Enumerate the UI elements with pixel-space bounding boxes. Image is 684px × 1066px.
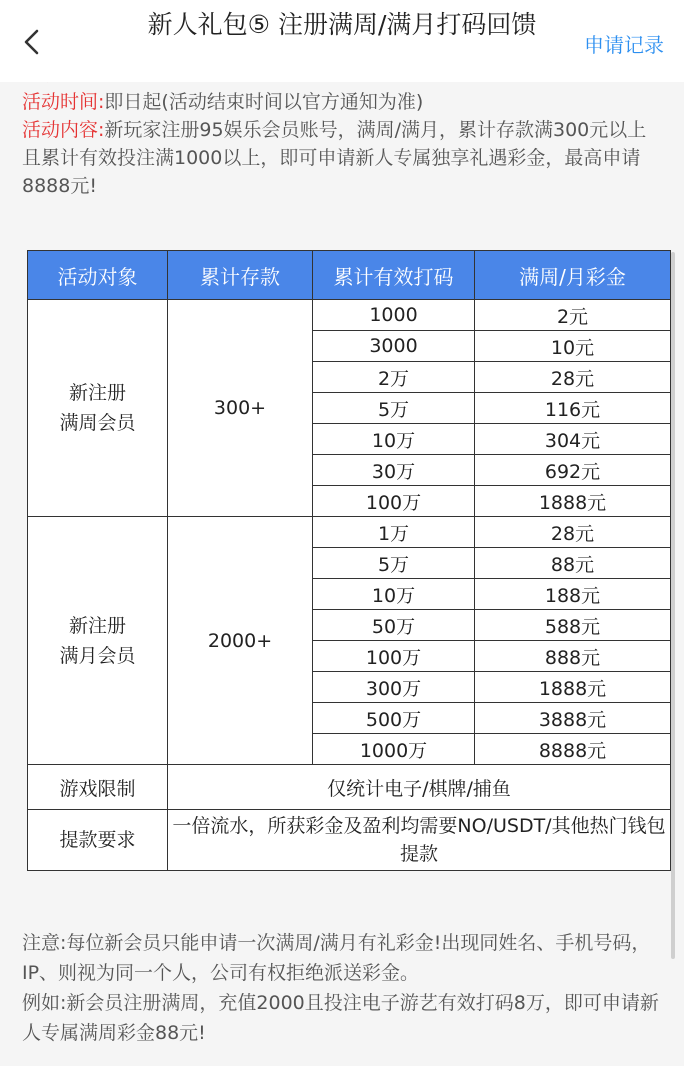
- bet-cell: 300万: [313, 672, 475, 703]
- intro-content-label: 活动内容:: [22, 119, 105, 141]
- game-limit-value: 仅统计电子/棋牌/捕鱼: [168, 765, 671, 810]
- withdraw-value: 一倍流水，所获彩金及盈利均需要NO/USDT/其他热门钱包提款: [168, 810, 671, 871]
- promo-table: [27, 250, 671, 871]
- bet-cell: 3000: [313, 331, 475, 362]
- intro-time-value: 即日起(活动结束时间以官方通知为准): [104, 91, 424, 113]
- bet-cell: 100万: [313, 641, 475, 672]
- bonus-cell: 2元: [475, 300, 671, 331]
- bonus-cell: 304元: [475, 424, 671, 455]
- intro-content-line: [22, 116, 660, 200]
- bet-cell: 500万: [313, 703, 475, 734]
- intro-time-label: 活动时间:: [22, 91, 105, 113]
- bonus-cell: 10元: [475, 331, 671, 362]
- back-button[interactable]: [16, 26, 48, 58]
- bet-cell: 1万: [313, 517, 475, 548]
- bet-cell: 30万: [313, 455, 475, 486]
- bonus-cell: 8888元: [475, 734, 671, 765]
- bet-cell: 5万: [313, 393, 475, 424]
- table-row: [28, 300, 671, 331]
- table-body: [28, 300, 671, 871]
- withdraw-row: [28, 810, 671, 871]
- chevron-left-icon: [22, 28, 42, 56]
- page-title: 新人礼包⑤ 注册满周/满月打码回馈: [147, 10, 537, 39]
- deposit-cell: 2000+: [168, 517, 313, 765]
- header-target: 活动对象: [28, 251, 168, 300]
- intro-content-value: 新玩家注册95娱乐会员账号，满周/满月，累计存款满300元以上且累计有效投注满1000以上，即可申请新人专属独享礼遇彩金，最高申请8888元!: [22, 119, 647, 197]
- header-bar: [0, 0, 684, 82]
- game-limit-label: 游戏限制: [28, 765, 168, 810]
- note-1: 注意:每位新会员只能申请一次满周/满月有礼彩金!出现同姓名、手机号码，IP、则视为同一个人，公司有权拒绝派送彩金。: [22, 932, 651, 984]
- bet-cell: 5万: [313, 548, 475, 579]
- bet-cell: 1000万: [313, 734, 475, 765]
- notes-section: [22, 928, 662, 1048]
- bonus-cell: 88元: [475, 548, 671, 579]
- bonus-cell: 188元: [475, 579, 671, 610]
- header-bonus: 满周/月彩金: [475, 251, 671, 300]
- header-bet: 累计有效打码: [313, 251, 475, 300]
- target-cell: 新注册 满月会员: [28, 517, 168, 765]
- intro-time-line: [22, 88, 660, 116]
- bet-cell: 10万: [313, 579, 475, 610]
- deposit-cell: 300+: [168, 300, 313, 517]
- content-area: [0, 72, 684, 865]
- bonus-cell: 888元: [475, 641, 671, 672]
- bonus-cell: 588元: [475, 610, 671, 641]
- bonus-cell: 692元: [475, 455, 671, 486]
- note-2: 例如:新会员注册满周，充值2000且投注电子游艺有效打码8万，即可申请新人专属满周彩金88元!: [22, 992, 659, 1044]
- apply-record-link[interactable]: 申请记录: [584, 33, 664, 57]
- bonus-cell: 3888元: [475, 703, 671, 734]
- withdraw-label: 提款要求: [28, 810, 168, 871]
- table-header-row: [28, 251, 671, 300]
- game-limit-row: [28, 765, 671, 810]
- bet-cell: 100万: [313, 486, 475, 517]
- intro-section: [0, 72, 684, 200]
- target-cell: 新注册 满周会员: [28, 300, 168, 517]
- bet-cell: 2万: [313, 362, 475, 393]
- bonus-cell: 1888元: [475, 672, 671, 703]
- bet-cell: 50万: [313, 610, 475, 641]
- scrollbar[interactable]: [671, 252, 675, 959]
- bonus-cell: 116元: [475, 393, 671, 424]
- bonus-cell: 1888元: [475, 486, 671, 517]
- bonus-cell: 28元: [475, 517, 671, 548]
- header-deposit: 累计存款: [168, 251, 313, 300]
- table-row: [28, 517, 671, 548]
- bet-cell: 10万: [313, 424, 475, 455]
- bet-cell: 1000: [313, 300, 475, 331]
- bonus-cell: 28元: [475, 362, 671, 393]
